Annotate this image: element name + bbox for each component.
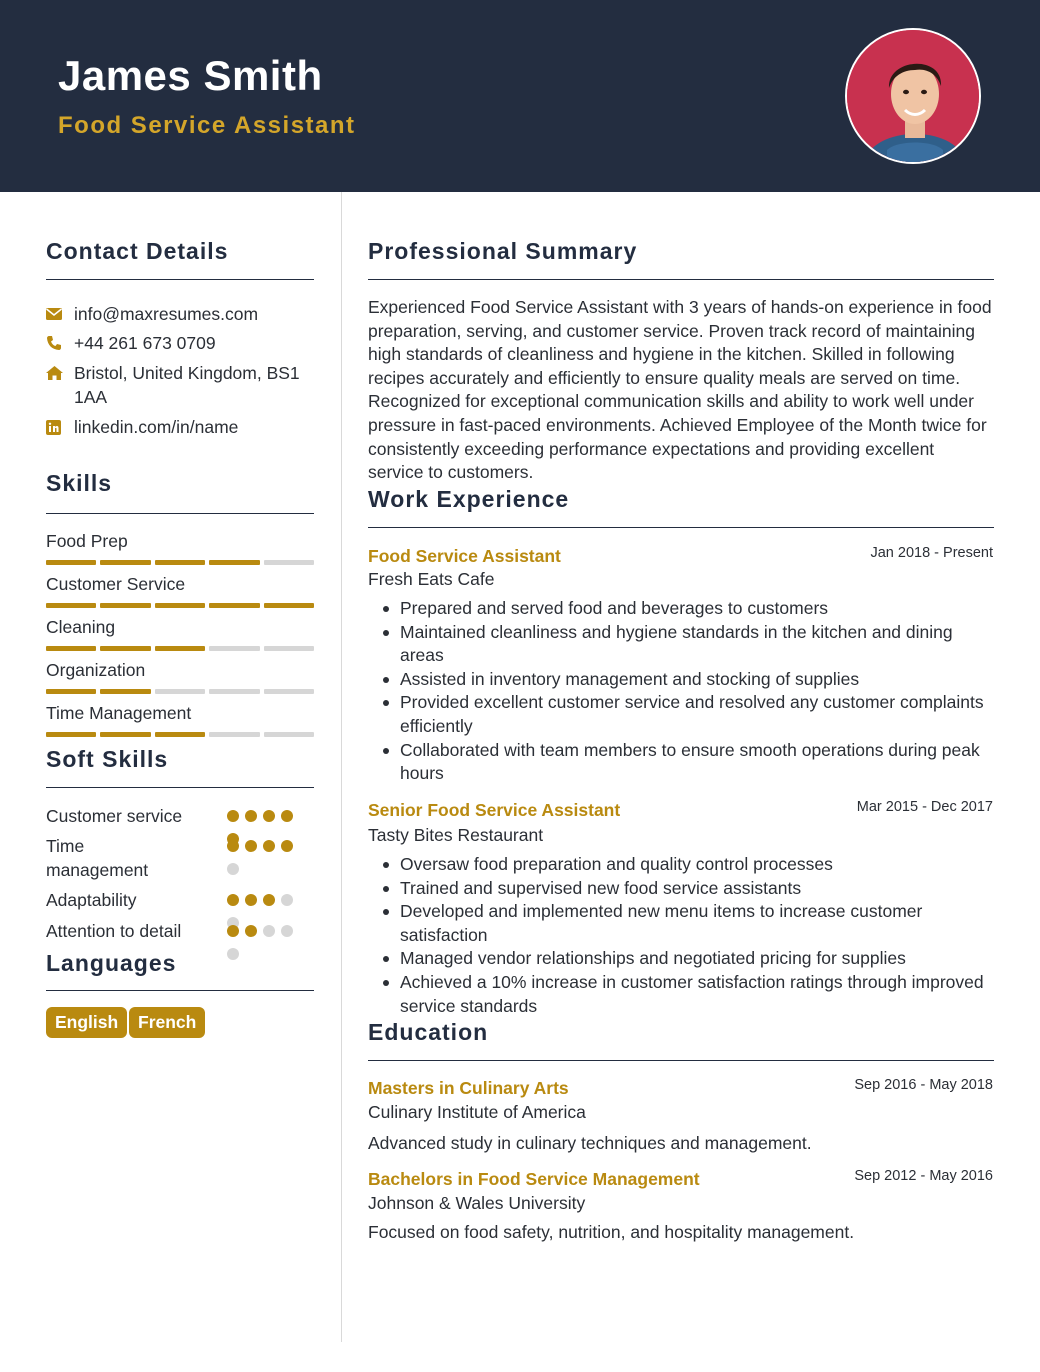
skill-label: Organization — [46, 660, 146, 680]
contact-address — [46, 361, 314, 409]
summary-heading: Professional Summary — [368, 238, 638, 264]
skill-level-segment — [100, 603, 150, 608]
degree-description: Advanced study in culinary techniques and management. — [368, 1133, 812, 1153]
skill-level-bar — [46, 560, 314, 565]
skill-label: Time Management — [46, 703, 192, 723]
list-item: Trained and supervised new food service assistants — [400, 877, 990, 901]
contact-phone — [46, 331, 314, 355]
school-name: Culinary Institute of America — [368, 1102, 586, 1122]
skill-level-segment — [100, 732, 150, 737]
skill-rating-dot — [281, 925, 293, 937]
experience-heading: Work Experience — [368, 486, 570, 512]
skill-rating-dot — [263, 925, 275, 937]
skill-level-segment — [264, 560, 314, 565]
skill-level-segment — [264, 646, 314, 651]
list-item: Achieved a 10% increase in customer satisfaction ratings through improved service standards — [400, 971, 990, 1018]
list-item: Developed and implemented new menu items to increase customer satisfaction — [400, 900, 990, 947]
skill-rating-dot — [227, 810, 239, 822]
skill-level-segment — [46, 732, 96, 737]
contact-email — [46, 302, 314, 326]
language-tag: French — [129, 1007, 205, 1038]
summary-text: Experienced Food Service Assistant with 3 years of hands-on experience in food preparation, serving, and customer service. Proven track record of maintaining high standards of cleanliness and hygiene in the kitchen. Skilled in following recipes accurately and efficiently to ensure quality meals are served on time. Recognized for exceptional communication skills and ability to work well under pressure in fast-paced environments. Achieved Employee of the Month twice for consistently exceeding performance expectations and providing excellent service to customers. — [368, 297, 992, 483]
experience-rule — [368, 527, 994, 528]
column-divider — [341, 192, 342, 1342]
skill-rating-dot — [227, 840, 239, 852]
skill-label: Customer Service — [46, 574, 186, 594]
soft-skill-label: Customer service — [46, 806, 183, 826]
list-item: Collaborated with team members to ensure smooth operations during peak hours — [400, 739, 990, 786]
skill-level-segment — [46, 560, 96, 565]
skill-level-segment — [100, 646, 150, 651]
degree-title: Bachelors in Food Service Management — [368, 1169, 700, 1189]
skill-rating-dot — [227, 948, 239, 960]
school-name: Johnson & Wales University — [368, 1193, 586, 1213]
job-bullets — [400, 597, 990, 786]
skill-level-segment — [100, 560, 150, 565]
soft-skill-label: Adaptability — [46, 890, 137, 910]
education-heading: Education — [368, 1019, 489, 1045]
skill-rating-dot — [281, 840, 293, 852]
candidate-title: Food Service Assistant — [58, 112, 356, 139]
degree-title: Masters in Culinary Arts — [368, 1078, 569, 1098]
soft-skills-heading: Soft Skills — [46, 746, 169, 772]
skill-level-segment — [155, 689, 205, 694]
skill-level-segment — [155, 646, 205, 651]
list-item: Prepared and served food and beverages to customers — [400, 597, 990, 621]
skill-level-segment — [264, 732, 314, 737]
envelope-icon — [46, 302, 74, 326]
contact-rule — [46, 279, 314, 280]
skill-level-segment — [209, 646, 259, 651]
languages-heading: Languages — [46, 950, 177, 976]
skill-level-segment — [46, 646, 96, 651]
list-item: Provided excellent customer service and resolved any customer complaints efficiently — [400, 691, 990, 738]
skill-rating-dot — [281, 810, 293, 822]
soft-skills-rule — [46, 787, 314, 788]
address-text: Bristol, United Kingdom, BS1 1AA — [74, 363, 300, 407]
job-dates: Jan 2018 - Present — [870, 545, 993, 561]
skill-rating-dot — [263, 810, 275, 822]
linkedin-icon — [46, 415, 74, 439]
soft-skill-label: Time management — [46, 836, 149, 880]
profile-photo — [845, 28, 981, 164]
phone-text[interactable]: +44 261 673 0709 — [74, 333, 216, 353]
list-item: Oversaw food preparation and quality control processes — [400, 853, 990, 877]
home-icon — [46, 361, 74, 385]
contact-heading: Contact Details — [46, 238, 229, 264]
degree-dates: Sep 2016 - May 2018 — [854, 1077, 993, 1093]
skill-level-segment — [155, 560, 205, 565]
list-item: Assisted in inventory management and stocking of supplies — [400, 668, 990, 692]
skill-level-bar — [46, 603, 314, 608]
list-item: Managed vendor relationships and negotiated pricing for supplies — [400, 947, 990, 971]
skill-rating-dot — [245, 810, 257, 822]
skill-rating-dot — [227, 925, 239, 937]
skill-rating-dot — [227, 863, 239, 875]
job-bullets — [400, 853, 990, 1018]
summary-rule — [368, 279, 994, 280]
job-dates: Mar 2015 - Dec 2017 — [856, 799, 993, 815]
job-company: Fresh Eats Cafe — [368, 569, 495, 589]
skill-level-segment — [209, 689, 259, 694]
skill-level-segment — [100, 689, 150, 694]
languages-rule — [46, 990, 314, 991]
skill-rating-dot — [263, 894, 275, 906]
skill-level-bar — [46, 732, 314, 737]
skill-rating-dot — [227, 894, 239, 906]
degree-dates: Sep 2012 - May 2016 — [854, 1168, 993, 1184]
skill-level-bar — [46, 646, 314, 651]
skill-level-segment — [264, 689, 314, 694]
person-avatar-icon — [847, 30, 981, 164]
skill-label: Food Prep — [46, 531, 128, 551]
skill-level-segment — [155, 732, 205, 737]
skill-level-bar — [46, 689, 314, 694]
education-rule — [368, 1060, 994, 1061]
phone-icon — [46, 331, 74, 355]
skill-level-segment — [155, 603, 205, 608]
candidate-name: James Smith — [58, 52, 323, 99]
job-company: Tasty Bites Restaurant — [368, 825, 544, 845]
soft-skill-label: Attention to detail — [46, 921, 182, 941]
skill-level-segment — [209, 560, 259, 565]
skill-rating-dot — [245, 925, 257, 937]
skill-level-segment — [264, 603, 314, 608]
skill-rating-dot — [245, 840, 257, 852]
contact-linkedin — [46, 415, 314, 439]
job-title: Food Service Assistant — [368, 546, 561, 566]
skills-rule — [46, 513, 314, 514]
skill-rating-dot — [281, 894, 293, 906]
resume-header — [0, 0, 1040, 192]
skill-rating-dot — [245, 894, 257, 906]
email-text[interactable]: info@maxresumes.com — [74, 304, 259, 324]
job-title: Senior Food Service Assistant — [368, 800, 621, 820]
skill-level-segment — [209, 732, 259, 737]
degree-description: Focused on food safety, nutrition, and hospitality management. — [368, 1222, 855, 1242]
skill-level-segment — [46, 689, 96, 694]
linkedin-text[interactable]: linkedin.com/in/name — [74, 417, 239, 437]
skill-label: Cleaning — [46, 617, 116, 637]
skill-level-segment — [209, 603, 259, 608]
skills-heading: Skills — [46, 470, 113, 496]
skill-rating-dot — [263, 840, 275, 852]
skill-level-segment — [46, 603, 96, 608]
list-item: Maintained cleanliness and hygiene standards in the kitchen and dining areas — [400, 621, 990, 668]
language-tag: English — [46, 1007, 127, 1038]
